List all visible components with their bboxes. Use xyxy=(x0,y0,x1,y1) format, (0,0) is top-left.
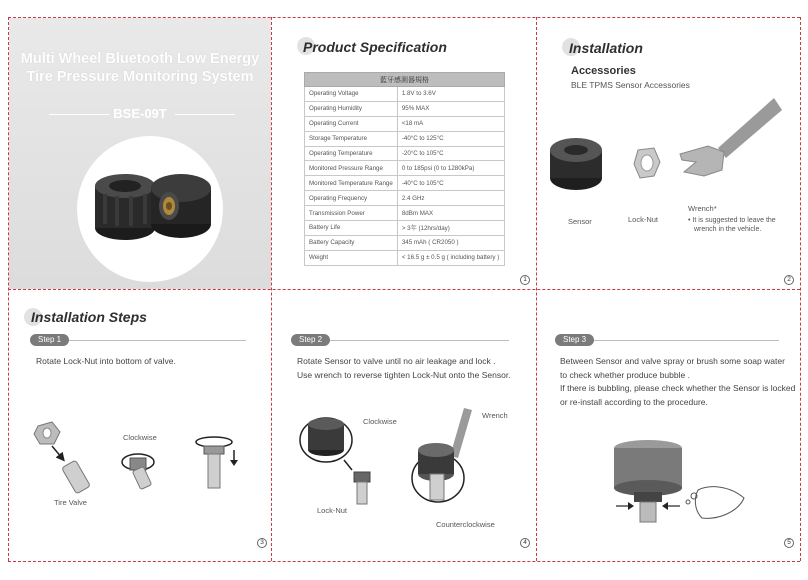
spec-key: Weight xyxy=(305,250,398,265)
spec-value: 345 mAh ( CR2050 ) xyxy=(397,235,504,250)
table-row xyxy=(305,206,505,221)
step3-text-line1: Between Sensor and valve spray or brush some soap water xyxy=(560,356,785,366)
spec-value: -40°C to 125°C xyxy=(397,131,504,146)
right-border xyxy=(800,17,801,561)
label-clockwise-2: Clockwise xyxy=(363,417,397,426)
spec-value: 8dBm MAX xyxy=(397,206,504,221)
table-row xyxy=(305,191,505,206)
table-row xyxy=(305,87,505,102)
spec-title: Product Specification xyxy=(303,39,447,55)
page-number-2: 2 xyxy=(784,275,794,285)
step1-text: Rotate Lock-Nut into bottom of valve. xyxy=(36,356,176,366)
step2-text xyxy=(297,355,511,382)
page-number-5: 5 xyxy=(784,538,794,548)
sensor-right-image xyxy=(151,174,211,238)
table-row xyxy=(305,161,505,176)
label-wrench: Wrench* xyxy=(688,204,717,213)
label-clockwise-1: Clockwise xyxy=(123,433,157,442)
cover-model: BSE-09T xyxy=(113,106,167,121)
wrench-note-line2: wrench in the vehicle. xyxy=(694,226,762,233)
label-sensor: Sensor xyxy=(568,217,592,226)
spec-value: > 3年 (12hrs/day) xyxy=(397,221,504,236)
step2-text-line1: Rotate Sensor to valve until no air leakage and lock . xyxy=(297,356,496,366)
step3-text-line3: If there is bubbling, please check whether the Sensor is locked xyxy=(560,383,796,393)
step1-locknut-valve-image xyxy=(34,422,104,498)
cover-title-line1: Multi Wheel Bluetooth Low Energy xyxy=(20,51,260,67)
accessories-subtitle: BLE TPMS Sensor Accessories xyxy=(571,80,690,90)
accessory-locknut-image xyxy=(632,146,662,180)
step1-rotate-image xyxy=(118,446,166,490)
step3-text xyxy=(560,355,795,409)
label-counterclockwise: Counterclockwise xyxy=(436,520,495,529)
accessory-sensor-image xyxy=(545,132,607,194)
spec-key: Operating Frequency xyxy=(305,191,398,206)
step2-wrench-tighten-image xyxy=(410,408,476,512)
spec-value: < 16.5 g ± 0.5 g ( including battery ) xyxy=(397,250,504,265)
step3-text-line4: or re-install according to the procedure. xyxy=(560,396,708,407)
sensor-pair-image xyxy=(89,166,219,248)
table-row xyxy=(305,116,505,131)
accessories-title: Accessories xyxy=(571,65,636,77)
label-locknut-2: Lock-Nut xyxy=(317,506,348,515)
step3-badge: Step 3 xyxy=(555,334,594,346)
bottom-border xyxy=(8,561,800,562)
column-divider-1 xyxy=(271,17,272,561)
sensor-left-image xyxy=(95,174,155,240)
table-row xyxy=(305,221,505,236)
quick-installation-guide: Quick Installation Guide xyxy=(82,289,198,300)
step3-text-line2: to check whether produce bubble . xyxy=(560,369,690,380)
spec-key: Battery Life xyxy=(305,221,398,236)
label-wrench-2: Wrench xyxy=(482,411,508,420)
spec-key: Monitored Pressure Range xyxy=(305,161,398,176)
spec-value: 95% MAX xyxy=(397,101,504,116)
spec-key: Operating Current xyxy=(305,116,398,131)
spec-value: <18 mA xyxy=(397,116,504,131)
table-row xyxy=(305,146,505,161)
cover-panel xyxy=(9,18,271,300)
spec-key: Transmission Power xyxy=(305,206,398,221)
spec-key: Monitored Temperature Range xyxy=(305,176,398,191)
column-divider-2 xyxy=(536,17,537,561)
installation-title: Installation xyxy=(569,40,643,56)
page-number-1: 1 xyxy=(520,275,530,285)
spec-key: Operating Humidity xyxy=(305,101,398,116)
step2-locknut-image xyxy=(340,458,380,508)
spec-key: Storage Temperature xyxy=(305,131,398,146)
spec-key: Operating Temperature xyxy=(305,146,398,161)
wrench-note xyxy=(688,216,776,234)
page-number-3: 3 xyxy=(257,538,267,548)
installation-steps-title: Installation Steps xyxy=(31,309,147,325)
table-row xyxy=(305,131,505,146)
step3-soap-check-image xyxy=(598,440,748,524)
step2-text-line2: Use wrench to reverse tighten Lock-Nut onto the Sensor. xyxy=(297,369,511,380)
step2-badge: Step 2 xyxy=(291,334,330,346)
spec-key: Battery Capacity xyxy=(305,235,398,250)
label-tire-valve: Tire Valve xyxy=(54,498,87,507)
spec-key: Operating Voltage xyxy=(305,87,398,102)
step1-assembled-image xyxy=(190,432,244,492)
cover-title xyxy=(9,50,271,86)
cover-title-line2: Tire Pressure Monitoring System xyxy=(26,69,254,85)
spec-value: -20°C to 105°C xyxy=(397,146,504,161)
model-rule-right xyxy=(175,114,235,115)
table-row xyxy=(305,235,505,250)
page-number-4: 4 xyxy=(520,538,530,548)
spec-value: -40°C to 105°C xyxy=(397,176,504,191)
spec-table xyxy=(304,72,505,266)
spec-value: 2.4 GHz xyxy=(397,191,504,206)
label-locknut: Lock-Nut xyxy=(628,215,659,224)
step1-badge: Step 1 xyxy=(30,334,69,346)
table-row xyxy=(305,101,505,116)
spec-table-title: 藍牙感測器規格 xyxy=(305,73,505,87)
spec-value: 0 to 185psi (0 to 1280kPa) xyxy=(397,161,504,176)
spec-value: 1.8V to 3.6V xyxy=(397,87,504,102)
table-row xyxy=(305,176,505,191)
wrench-note-line1: • It is suggested to leave the xyxy=(688,217,776,224)
table-row xyxy=(305,250,505,265)
accessory-wrench-image xyxy=(678,96,782,180)
